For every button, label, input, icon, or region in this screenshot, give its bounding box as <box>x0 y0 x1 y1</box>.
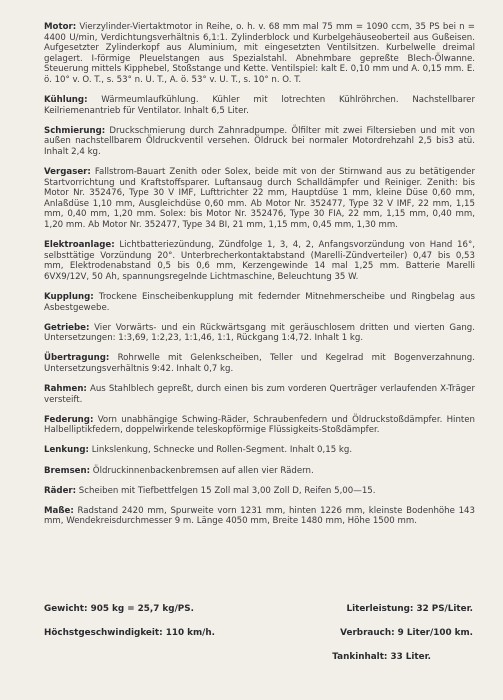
spec-bremsen <box>44 466 475 477</box>
spec-getriebe <box>44 323 475 344</box>
spec-kupplung-label: Kupplung: <box>44 291 94 302</box>
spec-kuehlung <box>44 95 475 116</box>
spec-kuehlung-label: Kühlung: <box>44 95 88 106</box>
spec-federung-label: Federung: <box>44 414 94 425</box>
spec-schmierung <box>44 126 475 158</box>
spec-schmierung-label: Schmierung: <box>44 125 106 136</box>
spec-bremsen-label: Bremsen: <box>44 465 91 476</box>
spec-masse-label: Maße: <box>44 505 74 516</box>
spec-lenkung-text: Linkslenkung, Schnecke und Rollen-Segment. Inhalt 0,15 kg. <box>88 445 353 456</box>
spec-uebertragung <box>44 353 475 374</box>
spec-elektroanlage <box>44 240 475 282</box>
liter-output-value: Literleistung: 32 PS/Liter. <box>346 604 473 614</box>
spec-kupplung-text: Trockene Einscheibenkupplung mit federnder Mitnehmerscheibe und Ringbelag aus Asbestgewebe. <box>44 291 475 313</box>
spec-raeder <box>44 486 475 497</box>
spec-raeder-label: Räder: <box>44 485 77 496</box>
spec-raeder-text: Scheiben mit Tiefbettfelgen 15 Zoll mal 3,00 Zoll D, Reifen 5,00—15. <box>76 485 376 496</box>
spec-vergaser-label: Vergaser: <box>44 167 91 178</box>
spec-kuehlung-text: Wärmeumlaufkühlung. Kühler mit lotrechten Kühlröhrchen. Nachstellbarer Keilriemenantrieb für Ventilator. Inhalt 6,5 Liter. <box>44 95 475 116</box>
spec-masse <box>44 506 475 527</box>
spec-federung-text: Vorn unabhängige Schwing-Räder, Schraubenfedern und Öldruckstoßdämpfer. Hinten Halbelliptikfedern, doppelwirkende teleskopförmige Flüssigkeits-Stoßdämpfer. <box>44 414 475 436</box>
spec-rahmen-label: Rahmen: <box>44 384 87 395</box>
tank-capacity-value: Tankinhalt: 33 Liter. <box>332 652 431 662</box>
spec-getriebe-label: Getriebe: <box>44 322 90 333</box>
spec-kupplung <box>44 292 475 313</box>
spec-uebertragung-text: Rohrwelle mit Gelenkscheiben, Teller und Kegelrad mit Bogenverzahnung. Untersetzungsverhältnis 9:42. Inhalt 0,7 kg. <box>44 353 475 374</box>
spec-motor-label: Motor: <box>44 22 77 32</box>
consumption-value: Verbrauch: 9 Liter/100 km. <box>340 628 473 638</box>
spec-lenkung <box>44 445 475 456</box>
spec-federung <box>44 415 475 436</box>
spec-uebertragung-label: Übertragung: <box>44 353 110 364</box>
spec-vergaser-text: Fallstrom-Bauart Zenith oder Solex, beide mit von der Stirnwand aus zu betätigender Startvorrichtung und Kraftstoffsparer. Luftansaug durch Schalldämpfer und Reiniger. Zenith: bis Motor Nr. 352476, Type 30 V IMF, Lufttrichter 22 mm, Hauptdüse 1 mm, kleine Düse 0,60 mm, Anlaßdüse 1,10 mm, Ausgleichdüse 0,60 mm. Ab Motor Nr. 352477, Type 32 V IMF, 22 mm, 1,15 mm, 0,40 mm, 1,20 mm. Solex: bis Motor Nr. 352476, Type 30 FIA, 22 mm, 1,15 mm, 0,40 mm, 1,20 mm. Ab Motor Nr. 352477, Type 34 BI, 21 mm, 1,15 mm, 0,45 mm, 1,30 mm. <box>44 167 475 230</box>
spec-masse-text: Radstand 2420 mm, Spurweite vorn 1231 mm, hinten 1226 mm, kleinste Bodenhöhe 143 mm, Wendekreisdurchmesser 9 m. Länge 4050 mm, Breite 1480 mm, Höhe 1500 mm. <box>44 505 475 527</box>
spec-elektroanlage-label: Elektroanlage: <box>44 240 115 251</box>
spec-rahmen-text: Aus Stahlblech gepreßt, durch einen bis zum vorderen Querträger verlaufenden X-Träger versteift. <box>44 384 475 405</box>
spec-sections <box>44 22 475 527</box>
top-speed-value: Höchstgeschwindigkeit: 110 km/h. <box>44 628 215 638</box>
spec-lenkung-label: Lenkung: <box>44 445 89 456</box>
spec-schmierung-text: Druckschmierung durch Zahnradpumpe. Ölfilter mit zwei Filtersieben und mit von außen nachstellbarem Öldruckventil versehen. Öldruck bei normaler Motordrehzahl 2,5 bis3 atü. Inhalt 2,4 kg. <box>44 125 475 157</box>
spec-getriebe-text: Vier Vorwärts- und ein Rückwärtsgang mit geräuschlosem dritten und vierten Gang. Untersetzungen: 1:3,69, 1:2,23, 1:1,46, 1:1, Rückgang 1:4,72. Inhalt 1 kg. <box>44 322 475 344</box>
spec-rahmen <box>44 384 475 405</box>
spec-bremsen-text: Öldruckinnenbackenbremsen auf allen vier Rädern. <box>90 465 314 476</box>
spec-elektroanlage-text: Lichtbatteriezündung, Zündfolge 1, 3, 4, 2, Anfangsvorzündung von Hand 16°, selbsttätige Vorzündung 20°. Unterbrecherkontaktabstand (Marelli-Zündverteiler) 0,47 bis 0,53 mm, Elektrodenabstand 0,5 bis 0,6 mm, Kerzengewinde 14 mal 1,25 mm. Batterie Marelli 6VX9/12V, 50 Ah, spannungsregelnde Lichtmaschine, Beleuchtung 35 W. <box>44 240 475 282</box>
weight-value: Gewicht: 905 kg = 25,7 kg/PS. <box>44 604 194 614</box>
spec-motor <box>44 22 475 86</box>
spec-vergaser <box>44 167 475 231</box>
spec-motor-text: Vierzylinder-Viertaktmotor in Reihe, o. h. v. 68 mm mal 75 mm = 1090 ccm, 35 PS bei n = 4400 U/min, Verdichtungsverhältnis 6,1:1. Zylinderblock und Kurbelgehäuseoberteil aus Gußeisen. Aufgesetzter Zylinderkopf aus Aluminium, mit eingesetzten Ventilsitzen. Kurbelwelle dreimal gelagert. I-förmige Pleuelstangen aus Spezialstahl. Abnehmbare gepreßte Blech-Ölwanne. Steuerung mittels Kipphebel, Stoßstange und Kette. Ventilspiel: kalt E. 0,10 mm und A. 0,15 mm. E. ö. 10° v. O. T., s. 53° n. U. T., A. ö. 53° v. U. T., s. 10° n. O. T. <box>44 22 475 85</box>
